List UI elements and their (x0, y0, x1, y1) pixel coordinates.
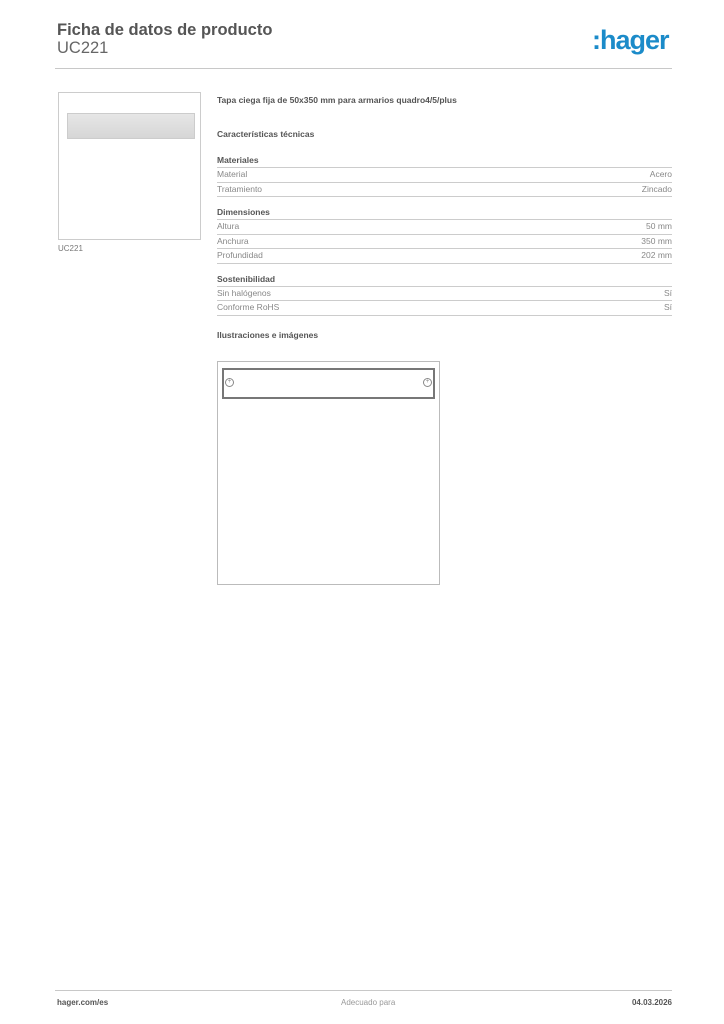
blank-panel-picture (67, 113, 195, 139)
spec-label: Profundidad (217, 250, 263, 260)
footer-website[interactable]: hager.com/es (57, 998, 109, 1007)
spec-label: Material (217, 169, 248, 179)
product-details (217, 95, 672, 340)
spec-row (217, 301, 672, 316)
spec-value: 350 mm (641, 235, 672, 246)
spec-group (217, 274, 672, 316)
spec-row (217, 183, 672, 198)
header-divider (55, 68, 672, 69)
spec-value: Acero (649, 169, 672, 179)
spec-label: Sin halógenos (217, 287, 271, 298)
product-description: Tapa ciega fija de 50x350 mm para armarios quadro4/5/plus (217, 95, 457, 105)
screw-icon: + (423, 378, 432, 387)
spec-row (217, 249, 672, 264)
spec-row (217, 220, 672, 235)
footer-divider (55, 990, 672, 991)
spec-group (217, 155, 672, 197)
spec-group (217, 207, 672, 264)
footer-date: 04.03.2026 (631, 998, 672, 1007)
screw-icon: + (225, 378, 234, 387)
spec-row (217, 168, 672, 183)
spec-value: Sí (663, 302, 672, 312)
document-title: Ficha de datos de producto (57, 21, 273, 39)
spec-group-title: Sostenibilidad (217, 274, 672, 287)
footer-suitable-for: Adecuado para (341, 998, 396, 1007)
panel-outline (222, 368, 435, 399)
technical-drawing (217, 361, 440, 585)
product-image (58, 92, 201, 240)
spec-value: Zincado (641, 183, 672, 194)
spec-label: Tratamiento (217, 183, 263, 194)
specs-title: Características técnicas (217, 129, 315, 139)
spec-group-title: Dimensiones (217, 207, 672, 220)
spec-label: Anchura (217, 235, 249, 246)
spec-value: 202 mm (641, 250, 672, 260)
spec-group-title: Materiales (217, 155, 672, 168)
spec-value: Sí (663, 287, 672, 298)
spec-row (217, 287, 672, 302)
spec-label: Conforme RoHS (217, 302, 280, 312)
hager-logo: :hager (592, 25, 669, 55)
spec-label: Altura (217, 221, 240, 231)
spec-row (217, 235, 672, 250)
product-code: UC221 (57, 39, 109, 57)
product-image-label: UC221 (58, 244, 83, 253)
illustrations-title: Ilustraciones e imágenes (217, 329, 319, 340)
spec-value: 50 mm (646, 221, 672, 231)
